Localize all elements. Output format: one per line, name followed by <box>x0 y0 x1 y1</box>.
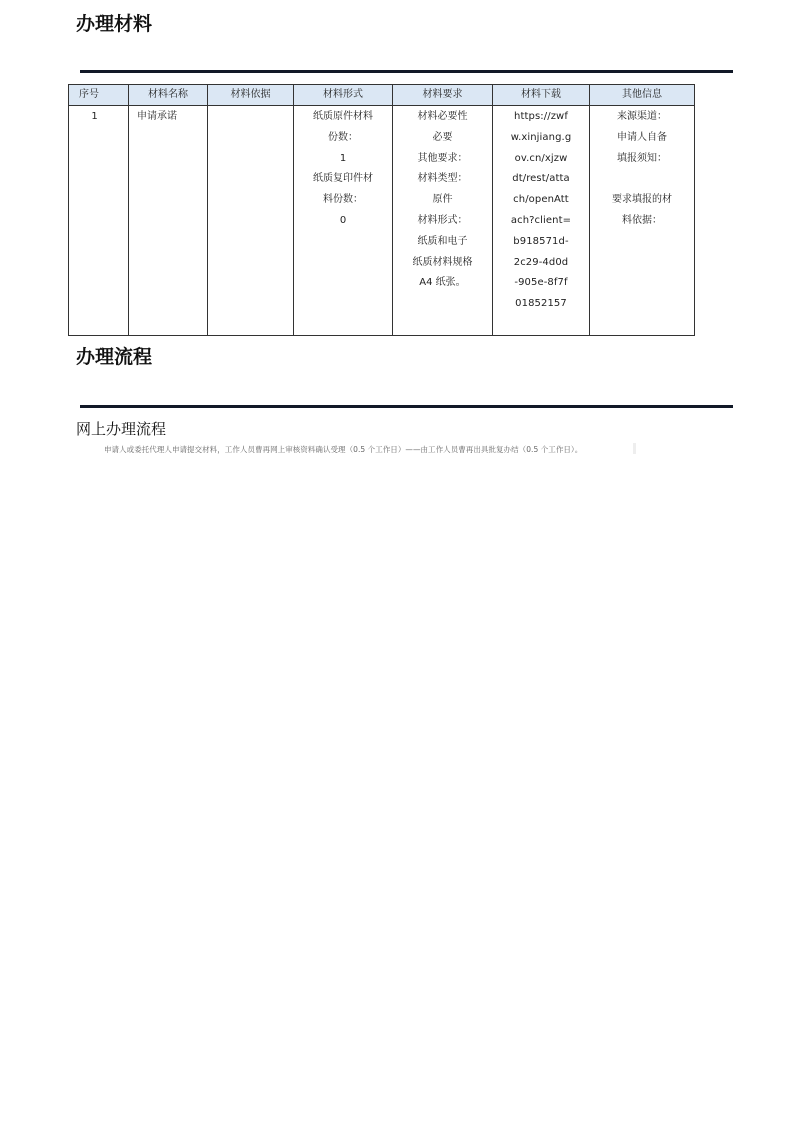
requirement-line: 必要 <box>432 131 453 143</box>
form-line: 纸质复印件材 <box>313 173 373 185</box>
requirement-line: 纸质和电子 <box>417 235 468 247</box>
other-line: 申请人自备 <box>617 131 667 143</box>
cell-other <box>590 106 695 336</box>
requirement-line: 纸质材料规格 <box>412 256 473 268</box>
cell-basis <box>208 106 294 336</box>
download-line[interactable]: b918571d- <box>513 235 569 247</box>
download-line[interactable]: ov.cn/xjzw <box>514 152 568 164</box>
subsection-title-online-process: 网上办理流程 <box>76 420 167 438</box>
materials-table <box>68 84 695 336</box>
form-line: 1 <box>339 152 347 164</box>
download-line[interactable]: w.xinjiang.g <box>510 131 572 143</box>
download-link[interactable] <box>493 106 589 315</box>
requirement-line: A4 纸张。 <box>419 277 466 289</box>
other-line: 要求填报的材 <box>612 194 672 206</box>
requirement-line: 材料类型： <box>417 173 468 185</box>
header-requirement: 材料要求 <box>393 85 493 106</box>
download-line[interactable]: 01852157 <box>515 298 567 310</box>
material-name: 申请承诺 <box>137 111 177 122</box>
form-line: 纸质原件材料 <box>313 111 373 122</box>
header-download: 材料下载 <box>493 85 590 106</box>
download-line[interactable]: -905e-8f7f <box>514 277 568 289</box>
header-form: 材料形式 <box>294 85 393 106</box>
header-other: 其他信息 <box>590 85 695 106</box>
cell-form <box>294 106 393 336</box>
other-line: 料依据： <box>622 214 662 226</box>
cell-download[interactable] <box>493 106 590 336</box>
text-end-mark <box>633 443 636 454</box>
header-index: 序号 <box>69 85 129 106</box>
header-basis: 材料依据 <box>208 85 294 106</box>
other-line <box>590 169 694 190</box>
cell-requirement <box>393 106 493 336</box>
requirement-line: 材料形式： <box>417 214 468 226</box>
other-line: 来源渠道： <box>617 111 667 122</box>
download-line[interactable]: ch/openAtt <box>513 194 569 206</box>
section-divider <box>80 70 733 73</box>
table-header-row <box>69 85 695 106</box>
table-row <box>69 106 695 336</box>
form-line: 份数： <box>328 131 358 143</box>
requirement-line: 原件 <box>432 194 453 206</box>
section-title-materials: 办理材料 <box>76 13 153 35</box>
section-divider <box>80 405 733 408</box>
cell-index <box>69 106 129 336</box>
cell-name <box>129 106 208 336</box>
index-value: 1 <box>91 111 98 122</box>
form-line: 0 <box>339 214 347 226</box>
other-line: 填报须知： <box>617 152 667 164</box>
form-line: 料份数： <box>323 194 363 206</box>
section-title-process: 办理流程 <box>76 346 153 368</box>
process-description: 申请人或委托代理人申请提交材料，工作人员曹再网上审核资料确认受理（0.5 个工作日）——由工作人员曹再出具批复办结（0.5 个工作日）。 <box>104 445 583 454</box>
download-line[interactable]: dt/rest/atta <box>512 173 570 185</box>
download-line[interactable]: https://zwf <box>514 111 568 122</box>
header-name: 材料名称 <box>129 85 208 106</box>
requirement-line: 材料必要性 <box>417 111 468 122</box>
download-line[interactable]: 2c29-4d0d <box>513 256 569 268</box>
download-line[interactable]: ach?client= <box>510 214 572 226</box>
material-basis <box>216 107 293 128</box>
requirement-line: 其他要求： <box>417 152 468 164</box>
